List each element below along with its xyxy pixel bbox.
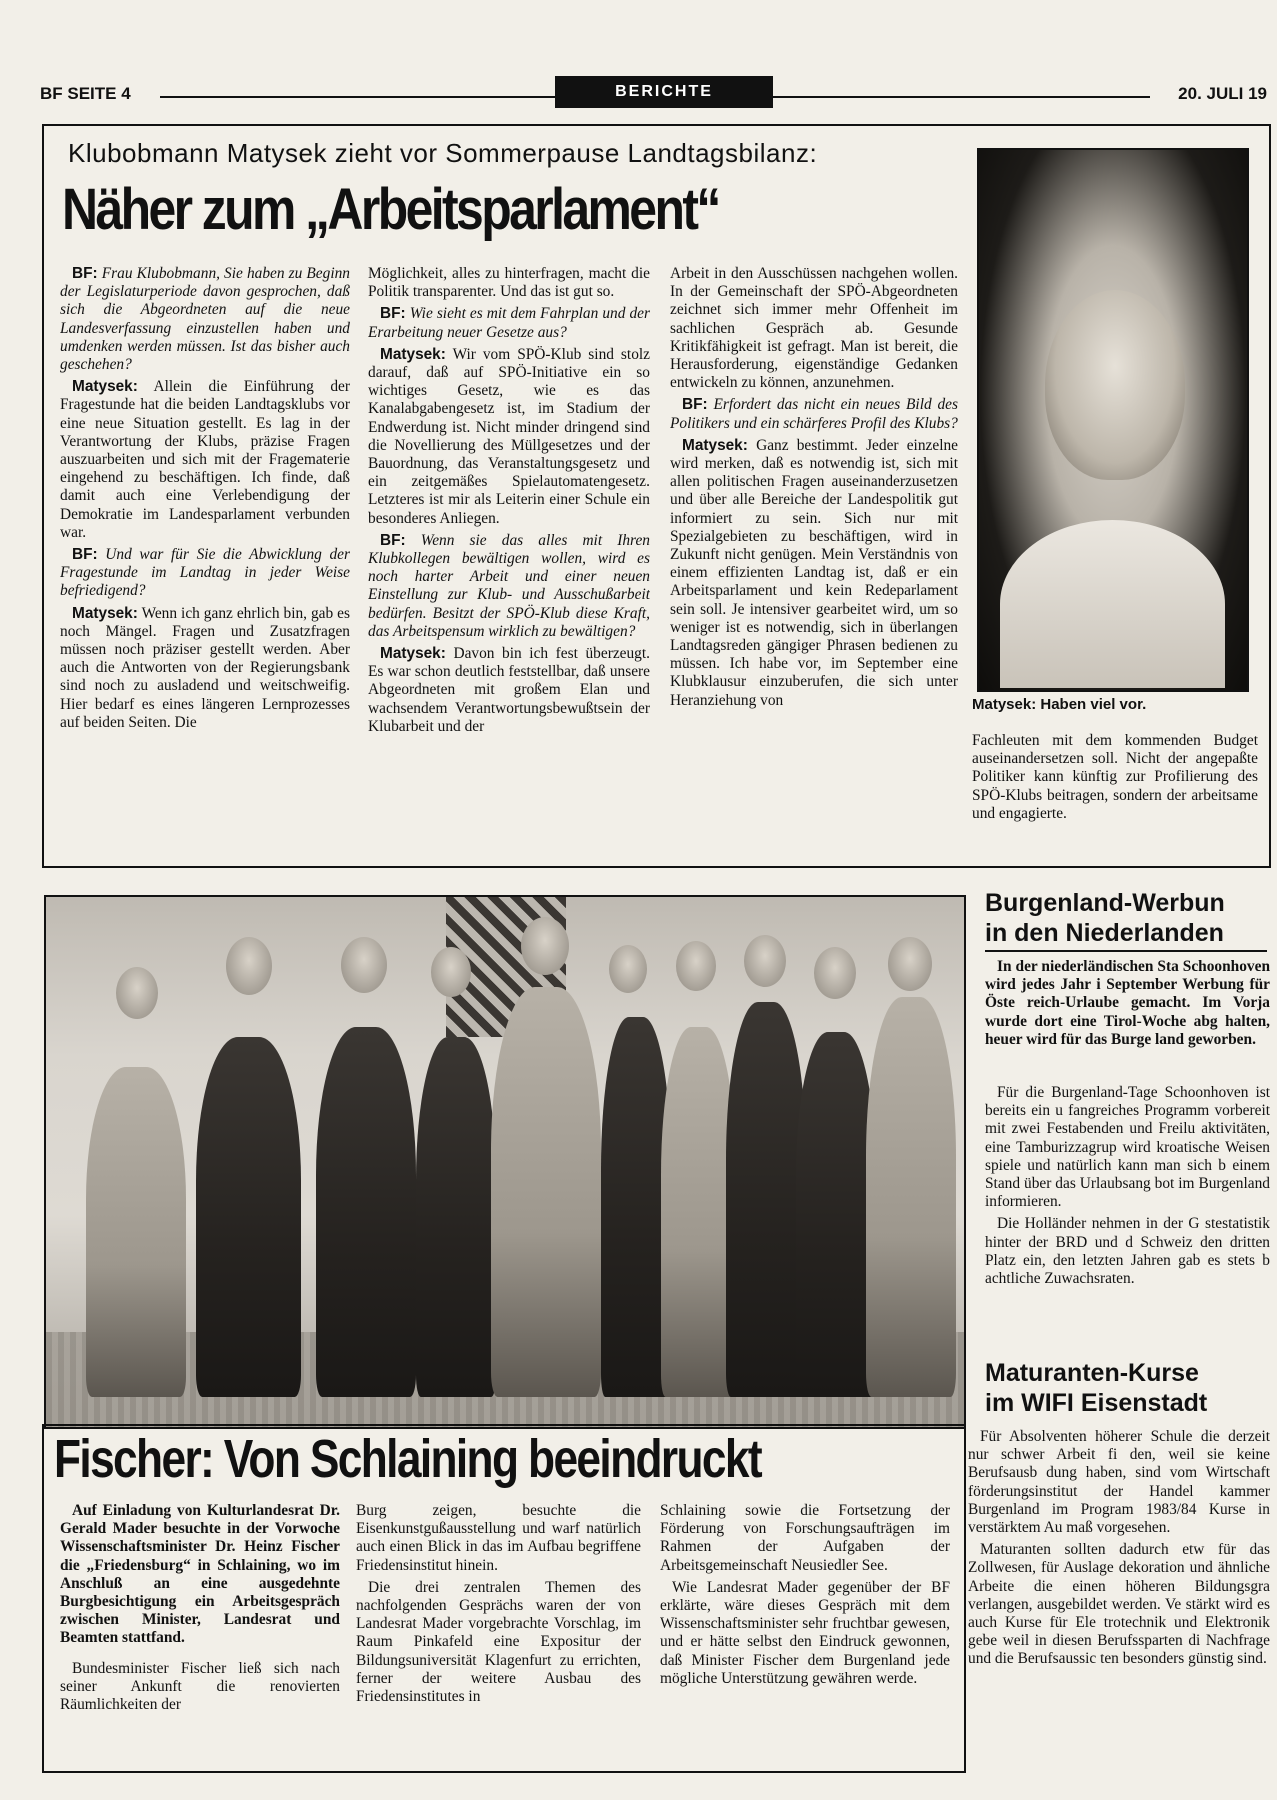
sidebar-1-headline xyxy=(985,888,1267,948)
speaker: Matysek: xyxy=(72,604,138,622)
sidebar-1-body xyxy=(985,1084,1270,1356)
answer-text: Arbeit in den Ausschüssen nachgehen wollen. In der Gemeinschaft der SPÖ-Abgeordneten zeichnet sich immer mehr Offenheit im sachlichen Gespräch ab. Gesunde Kritikfähigkeit ist gefragt. Man ist bereit, die Herausforderung, eigenständige Gedanken entwickeln zu können, anzunehmen. xyxy=(670,265,958,392)
article-kicker: Klubobmann Matysek zieht vor Sommerpause Landtagsbilanz: xyxy=(68,138,818,168)
photo-person-head xyxy=(744,935,786,987)
photo-person-head xyxy=(431,947,471,997)
section-label: BERICHTE xyxy=(555,76,773,108)
question-text: Wenn sie das alles mit Ihren Klubkollegen bewältigen wollen, wird es noch harter Arbeit und einer neuen Einstellung zur Klub- und Ausschußarbeit bedürfen. Besitzt der SPÖ-Klub diese Kraft, das Arbeitspensum wirklich zu bewältigen? xyxy=(368,531,650,640)
answer-text: Fachleuten mit dem kommenden Budget auseinandersetzen soll. Nicht der angepaßte Politiker kann künftig zur Profilierung des SPÖ-Klubs beitragen, sondern der arbeitsame und engagierte. xyxy=(972,732,1258,822)
page-number: BF SEITE 4 xyxy=(40,84,131,103)
sidebar-1-lead xyxy=(985,958,1270,1080)
article-lead: Auf Einladung von Kulturlandesrat Dr. Gerald Mader besuchte in der Vorwoche Wissenschaftsminister Dr. Heinz Fischer die „Friedensburg“ in Schlaining, wo im Anschluß an eine ausgedehnte Burgbesichtigung ein Arbeitsgespräch zwischen Minister, Landesrat und Beamten stattfand. xyxy=(60,1502,340,1647)
speaker: BF: xyxy=(380,305,406,323)
speaker: BF: xyxy=(72,265,98,282)
photo-person-head xyxy=(888,937,932,991)
answer-text: Ganz bestimmt. Jeder einzelne wird merken, daß es notwendig ist, sich mit allen politischen Fragen auseinanderzusetzen und über alle Bereiche der Landespolitik gut informiert zu sein. Sich nur mit Spezialgebieten zu beschäftigen, wird in Zukunft nicht genügen. Mein Verständnis von einem effizienten Landtag ist, daß er ein Arbeitsparlament und kein Redeparlament sein soll. Je intensiver gearbeitet wird, um so weniger ist es notwendig, sich in überlangen Landtagsreden gängiger Phrasen bedienen zu müssen. Ich habe vor, im September eine Klubklausur einzuberufen, die sich unter Heranziehung von xyxy=(670,436,958,709)
photo-person-head xyxy=(341,937,387,993)
speaker: Matysek: xyxy=(380,345,446,363)
headline-line: in den Niederlanden xyxy=(985,919,1224,947)
photo-person xyxy=(196,1037,301,1397)
question-text: Erfordert das nicht ein neues Bild des Politikers und ein schärferes Profil des Klubs? xyxy=(670,396,958,432)
article-column-1 xyxy=(60,265,350,853)
headline-line: Maturanten-Kurse xyxy=(985,1359,1199,1387)
answer-text: Davon bin ich fest überzeugt. Es war schon deutlich feststellbar, daß unsere Abgeordneten mit großem Elan und wachsendem Verantwortungsbewußtsein der Klubarbeit und der xyxy=(368,645,650,735)
speaker: BF: xyxy=(380,531,406,549)
speaker: Matysek: xyxy=(380,645,446,663)
second-article-headline: Fischer: Von Schlaining beeindruckt xyxy=(54,1429,761,1489)
second-article-column-2 xyxy=(356,1502,641,1762)
paragraph: Maturanten sollten dadurch etw für das Zollwesen, für Auslage dekoration und ähnliche Arbeite die einen höheren Bildungsgra verlangen, ausgebildet werden. Ve stärkt wird es auch Kurse für Ele trotechnik und Elektronik gebe weil in diesen Berufssparten di Nachfrage und die Berufsaussic ten besonders günstig sind. xyxy=(968,1541,1270,1668)
photo-person-head xyxy=(814,947,856,999)
answer-text: Wenn ich ganz ehrlich bin, gab es noch Mängel. Fragen und Zusatzfragen müssen noch präziser gestellt werden. Aber auch die Antworten von der Regierungsbank sind noch zu ausladend und weitschweifig. Hier bedarf es eines längeren Lernprozesses auf beiden Seiten. Die xyxy=(60,604,350,731)
answer-text: Möglichkeit, alles zu hinterfragen, macht die Politik transparenter. Und das ist gut so. xyxy=(368,265,650,301)
paragraph: Die drei zentralen Themen des nachfolgenden Gesprächs waren der von Landesrat Mader vorgebrachte Vorschlag, im Raum Pinkafeld eine Expositur der Bildungsuniversität Klagenfurt zu errichten, ferner der weitere Ausbau des Friedensinstitutes in xyxy=(356,1578,641,1706)
paragraph: Schlaining sowie die Fortsetzung der Förderung von Forschungsaufträgen im Rahmen der Aufgaben der Arbeitsgemeinschaft Neusiedler See. xyxy=(660,1502,950,1574)
article-column-3 xyxy=(670,265,958,853)
paragraph: Burg zeigen, besuchte die Eisenkunstgußausstellung und warf natürlich auch einen Blick in das im Aufbau begriffene Friedensinstitut hinein. xyxy=(356,1502,641,1574)
question-text: Frau Klubobmann, Sie haben zu Beginn der Legislaturperiode davon gesprochen, daß sich die Abgeordneten auf die neue Landesverfassung einzustellen haben und umdenken werden müssen. Ist das bisher auch geschehen? xyxy=(60,265,350,374)
paragraph: Wie Landesrat Mader gegenüber der BF erklärte, wäre dieses Gespräch mit dem Wissenschaftsminister sehr fruchtbar gewesen, und er hätte selbst den Eindruck gewonnen, daß Minister Fischer dem Burgenland jede mögliche Unterstützung gewähren werde. xyxy=(660,1578,950,1687)
photo-person-head xyxy=(676,941,716,991)
photo-person xyxy=(416,1037,496,1397)
second-article-column-3 xyxy=(660,1502,950,1762)
paragraph: Bundesminister Fischer ließ sich nach seiner Ankunft die renovierten Räumlichkeiten der xyxy=(60,1659,340,1714)
answer-text: Wir vom SPÖ-Klub sind stolz darauf, daß auf SPÖ-Initiative ein so wichtiges Gesetz, wie es das Kanalabgabengesetz ist, im Stadium der Endwerdung ist. Nicht minder dringend sind die Novellierung des Müllgesetzes und der Bauordnung, das Veranstaltungsgesetz und ein zeitgemäßes Spielautomatengesetz. Letzteres ist mir als Leiterin einer Schule ein besonderes Anliegen. xyxy=(368,345,650,527)
article-headline: Näher zum „Arbeitsparlament“ xyxy=(62,177,719,242)
portrait-shirt xyxy=(1000,520,1225,688)
photo-caption: Matysek: Haben viel vor. xyxy=(972,696,1147,713)
answer-text: Allein die Einführung der Fragestunde hat die beiden Landtagsklubs vor eine neue Situation gestellt. Es lag in der Verantwortung der Klubs, präzise Fragen auszuarbeiten und sich mit der Fragematerie eingehend zu beschäftigen. Ich finde, daß damit auch eine Verlebendigung der Demokratie im Landesparlament verbunden war. xyxy=(60,378,350,541)
paragraph: Für Absolventen höherer Schule die derzeit nur schwer Arbeit fi den, weil sie keine Berufsausb dung haben, sind vom Wirtschaft förderungsinstitut der Handel kammer Burgenland im Program 1983/84 Kurse in verstärktem Au maß vorgesehen. xyxy=(968,1428,1270,1537)
header-rule-right xyxy=(770,96,1150,98)
photo-person-head xyxy=(521,917,569,975)
paragraph: In der niederländischen Sta Schoonhoven wird jedes Jahr i September Werbung für Öste reich-Urlaube gemacht. Im Vorja wurde dort eine Tirol-Woche abg halten, heuer wird für das Burge land geworben. xyxy=(985,958,1270,1048)
speaker: BF: xyxy=(72,546,98,564)
headline-line: Burgenland-Werbun xyxy=(985,889,1225,917)
question-text: Wie sieht es mit dem Fahrplan und der Erarbeitung neuer Gesetze aus? xyxy=(368,305,650,341)
group-photo xyxy=(44,895,966,1429)
second-article-column-1 xyxy=(60,1502,340,1762)
paragraph: Die Holländer nehmen in der G stestatistik hinter der BRD und d Schweiz den dritten Platz ein, den letzten Jahren gab es stets b achtliche Zuwachsraten. xyxy=(985,1215,1270,1288)
sidebar-1-rule xyxy=(985,950,1267,952)
sidebar-2-body xyxy=(968,1428,1270,1768)
photo-person-head xyxy=(609,945,647,993)
photo-person-head xyxy=(116,967,158,1019)
photo-person xyxy=(796,1032,876,1397)
article-column-2 xyxy=(368,265,650,853)
photo-person xyxy=(726,1002,806,1397)
photo-person xyxy=(866,997,956,1397)
photo-person xyxy=(491,987,601,1397)
issue-date: 20. JULI 19 xyxy=(1178,84,1267,103)
speaker: BF: xyxy=(682,396,708,414)
headline-line: im WIFI Eisenstadt xyxy=(985,1389,1208,1417)
article-column-4 xyxy=(972,732,1258,854)
photo-person-head xyxy=(226,937,272,995)
photo-person xyxy=(86,1067,186,1397)
photo-person xyxy=(661,1027,736,1397)
question-text: Und war für Sie die Abwicklung der Fragestunde im Landtag in jeder Weise befriedigend? xyxy=(60,546,350,600)
speaker: Matysek: xyxy=(72,378,138,396)
header-rule-left xyxy=(160,96,555,98)
photo-person xyxy=(316,1027,416,1397)
paragraph: Für die Burgenland-Tage Schoonhoven ist bereits ein u fangreiches Programm vorbereit mit zwei Festabenden und Freilu aktivitäten, eine Tamburizzagrup wird kroatische Weisen spiele und natürlich kann man sich b einem Stand über das Urlaubsang bot im Burgenland informieren. xyxy=(985,1084,1270,1211)
speaker: Matysek: xyxy=(682,436,748,454)
portrait-face xyxy=(1045,290,1185,480)
sidebar-2-headline xyxy=(985,1358,1267,1418)
